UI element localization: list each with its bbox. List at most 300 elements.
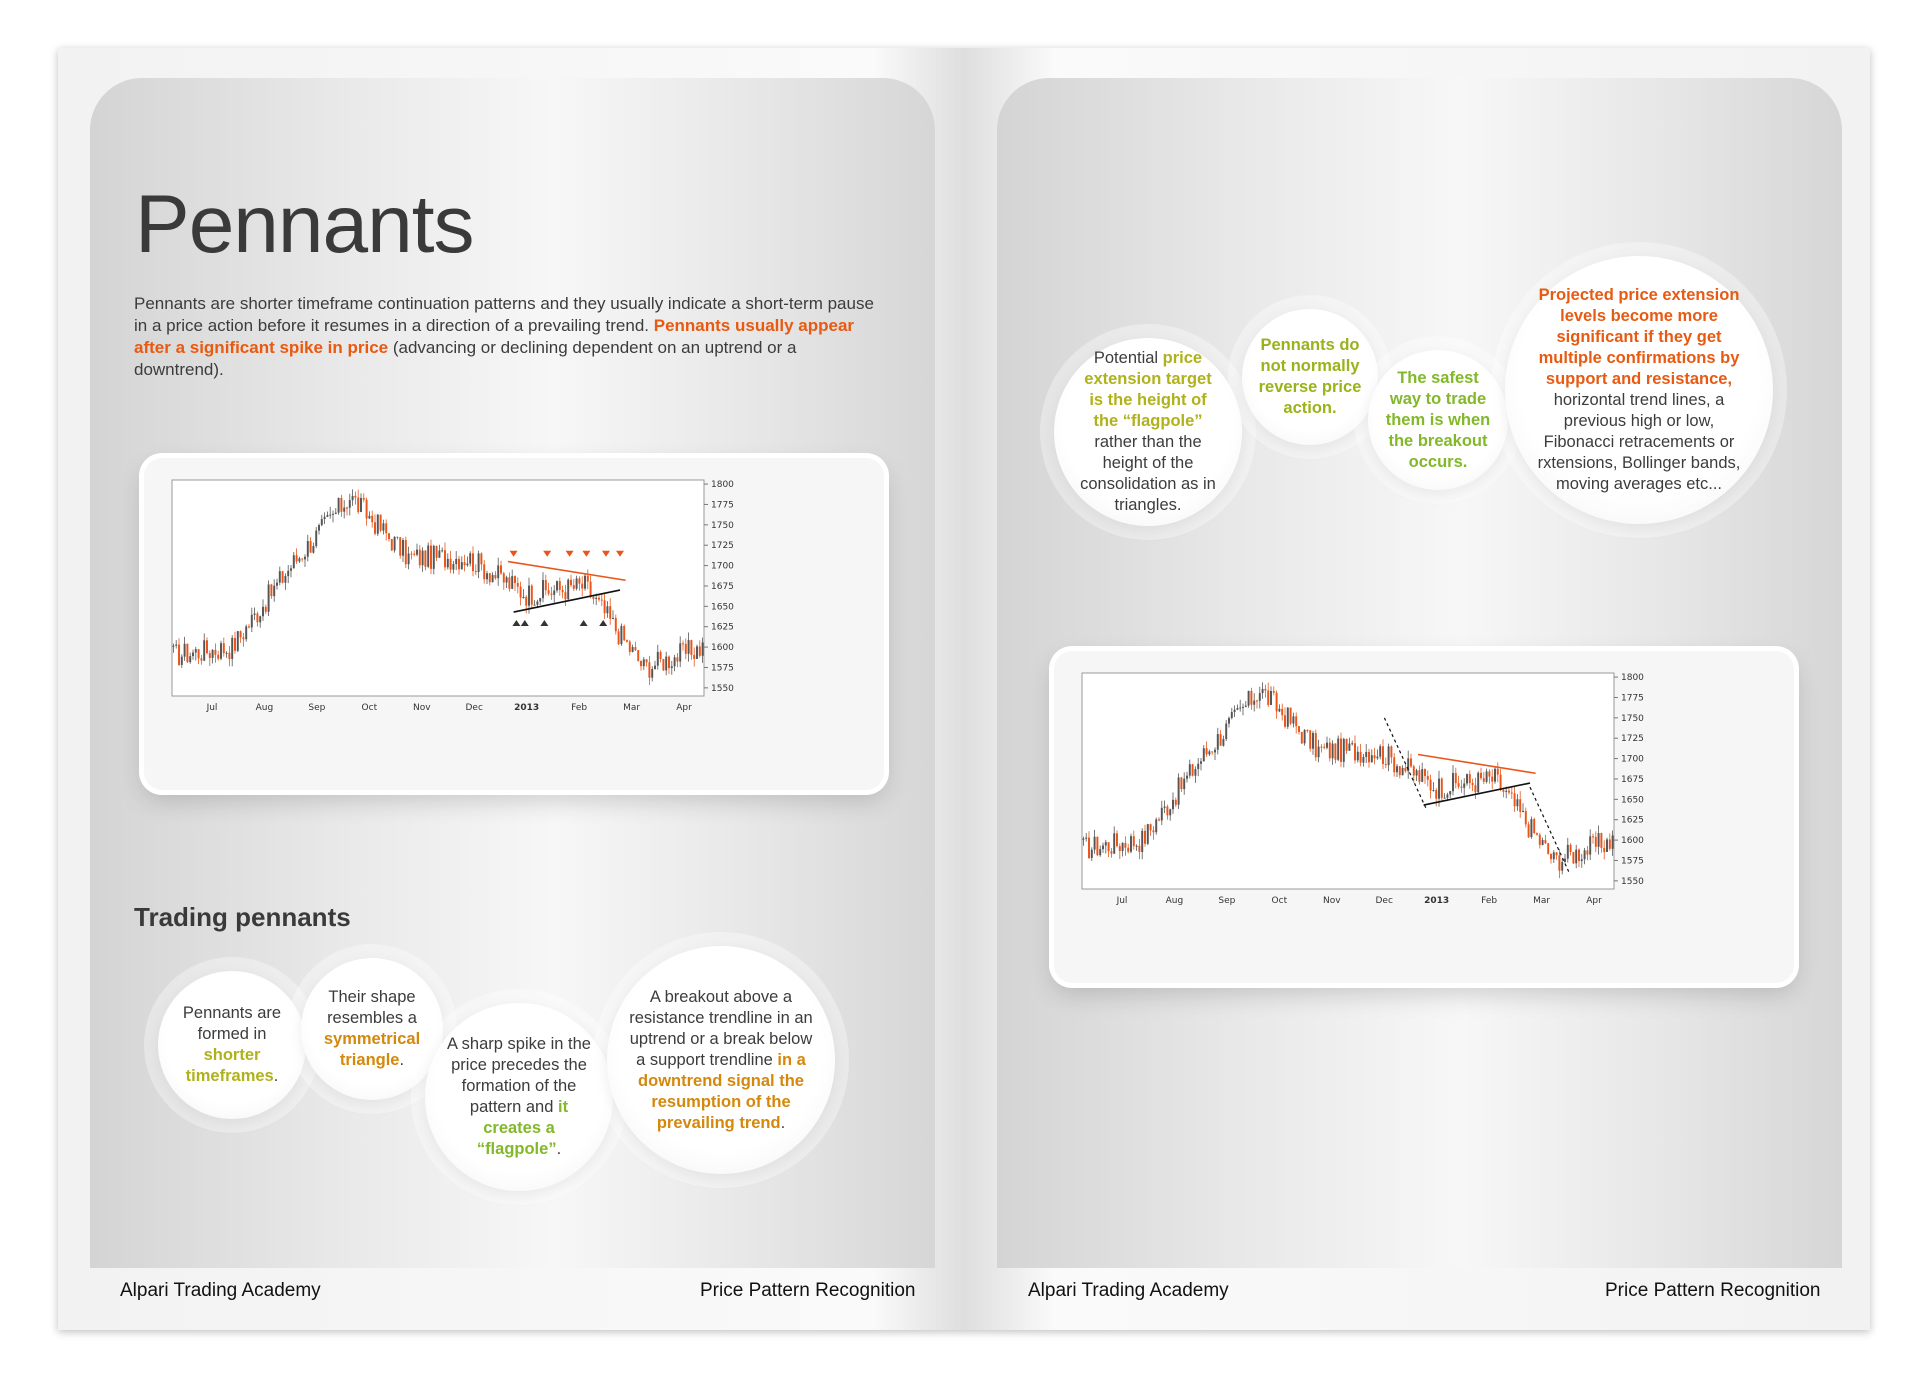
candle-body (1542, 840, 1544, 845)
candle-body (1320, 747, 1322, 748)
candle-body (192, 653, 194, 657)
candle-body (514, 576, 516, 583)
x-tick-label: Apr (1586, 896, 1602, 906)
candle-body (1105, 842, 1107, 845)
candle-body (1379, 746, 1381, 756)
candle-body (1477, 773, 1479, 792)
candle-body (226, 653, 228, 654)
candle-body (640, 661, 642, 666)
candle-body (1281, 709, 1283, 715)
candle-body (1284, 715, 1286, 727)
candle-body (1544, 840, 1546, 843)
x-tick-label: Mar (1533, 896, 1551, 906)
footer-right-topic: Price Pattern Recognition (1605, 1280, 1821, 1301)
candle-body (534, 605, 536, 606)
candle-body (464, 562, 466, 565)
x-tick-label: Sep (308, 703, 326, 713)
candle-body (1194, 769, 1196, 776)
y-tick-label: 1575 (1621, 856, 1644, 867)
candle-body (1581, 859, 1583, 861)
bubble-3-text: A sharp spike in the price precedes the formation of the pattern and it creates a “flagpole”. (446, 1035, 591, 1158)
candle-body (1348, 744, 1350, 751)
candle-body (1214, 750, 1216, 753)
candle-body (1306, 730, 1308, 731)
candle-body (1262, 689, 1264, 693)
candle-body (1558, 855, 1560, 870)
candle-body (1500, 775, 1502, 790)
candle-body (447, 559, 449, 568)
candle-body (377, 515, 379, 534)
candle-body (181, 657, 183, 665)
bubble-6-text: Pennants do not normally reverse price action. (1258, 336, 1362, 417)
candle-body (1119, 846, 1121, 851)
candle-body (598, 598, 600, 600)
candle-body (268, 584, 270, 611)
candle-body (1211, 751, 1213, 752)
candle-body (1404, 768, 1406, 771)
candle-body (1150, 824, 1152, 830)
candle-body (556, 581, 558, 590)
candle-body (312, 546, 314, 553)
candle-body (1122, 843, 1124, 851)
candle-body (405, 540, 407, 564)
candle-body (332, 514, 334, 515)
candle-body (380, 515, 382, 531)
candle-body (1183, 779, 1185, 789)
bubble-1-text: Pennants are formed in shorter timeframes. (182, 1004, 282, 1085)
candle-body (1592, 836, 1594, 837)
candle-body (315, 531, 317, 546)
candle-body (1138, 846, 1140, 852)
candle-body (1584, 850, 1586, 859)
candle-body (340, 498, 342, 512)
candle-body (1206, 748, 1208, 754)
candle-body (1494, 769, 1496, 782)
candle-body (296, 555, 298, 561)
candle-body (506, 577, 508, 582)
candle-body (1152, 830, 1154, 832)
candle-body (366, 500, 368, 519)
candle-body (1609, 839, 1611, 848)
candle-body (200, 658, 202, 660)
candle-body (1287, 708, 1289, 727)
candle-body (1528, 824, 1530, 837)
candle-body (1390, 746, 1392, 757)
footer-left-topic: Price Pattern Recognition (700, 1280, 916, 1301)
candle-body (674, 657, 676, 666)
candle-body (685, 644, 687, 654)
candle-body (1421, 769, 1423, 782)
candle-body (413, 554, 415, 555)
x-tick-label: Nov (1322, 896, 1341, 906)
y-tick-label: 1800 (1621, 673, 1644, 684)
candle-body (203, 640, 205, 660)
candle-body (629, 642, 631, 652)
candle-body (1253, 701, 1255, 705)
x-tick-label: Dec (465, 703, 483, 713)
candle-body (570, 580, 572, 585)
candle-body (293, 555, 295, 568)
candle-body (1323, 747, 1325, 748)
candle-body (1197, 764, 1199, 769)
y-tick-label: 1675 (711, 581, 734, 592)
candle-body (578, 578, 580, 583)
x-tick-label: Oct (361, 703, 378, 713)
pennant-chart-card-1 (144, 458, 884, 790)
candle-body (637, 650, 639, 661)
candle-body (483, 564, 485, 579)
candle-body (1222, 739, 1224, 746)
candle-body (1094, 837, 1096, 850)
candle-body (385, 523, 387, 533)
candle-body (559, 581, 561, 590)
y-tick-label: 1575 (711, 663, 734, 674)
candle-body (1220, 734, 1222, 746)
candle-body (1273, 691, 1275, 693)
intro-text-2: (advancing or declining dependent on an uptrend or a downtrend). (134, 338, 797, 379)
candle-body (248, 626, 250, 627)
candle-body (419, 550, 421, 566)
candle-body (511, 576, 513, 589)
candle-body (1606, 839, 1608, 852)
x-tick-label: Feb (571, 703, 588, 713)
candle-body (573, 585, 575, 589)
candle-body (1144, 831, 1146, 844)
candle-body (262, 607, 264, 616)
info-bubble-7 (1368, 350, 1508, 490)
candle-body (214, 650, 216, 655)
candle-body (592, 597, 594, 599)
candle-body (231, 638, 233, 659)
candle-body (1567, 845, 1569, 859)
candle-body (1427, 776, 1429, 780)
info-bubble-6 (1242, 309, 1378, 445)
candle-body (335, 513, 337, 514)
candle-body (472, 553, 474, 571)
candle-body (1452, 773, 1454, 791)
candle-body (1141, 831, 1143, 852)
candle-body (651, 669, 653, 678)
candle-body (1418, 770, 1420, 782)
candle-body (1178, 777, 1180, 804)
candle-body (1455, 773, 1457, 783)
candle-body (1256, 701, 1258, 702)
candle-body (279, 571, 281, 582)
candle-body (282, 571, 284, 583)
candle-body (175, 645, 177, 646)
candle-body (492, 575, 494, 582)
candle-body (430, 546, 432, 569)
candle-body (1430, 780, 1432, 791)
candle-body (1239, 708, 1241, 709)
candle-body (528, 586, 530, 606)
candle-body (307, 541, 309, 557)
candle-body (525, 597, 527, 606)
candle-body (486, 573, 488, 579)
candle-body (1301, 732, 1303, 743)
candle-body (1264, 689, 1266, 691)
candle-body (1158, 819, 1160, 820)
candle-body (1502, 790, 1504, 792)
candle-body (1278, 709, 1280, 712)
candle-body (548, 590, 550, 594)
candle-body (1374, 755, 1376, 758)
candle-body (458, 559, 460, 569)
candle-body (240, 631, 242, 637)
candle-body (223, 643, 225, 653)
candle-body (1446, 794, 1448, 797)
candle-body (304, 557, 306, 560)
x-tick-label: 2013 (1424, 896, 1450, 906)
candle-body (679, 643, 681, 661)
candle-body (416, 550, 418, 555)
candle-body (1292, 716, 1294, 723)
bubble-5-text: Potential price extension target is the height of the “flagpole” rather than the height of the consolidation as in triangles. (1080, 349, 1216, 514)
pennant-chart-2 (1054, 651, 1794, 983)
candle-body (497, 565, 499, 578)
intro-text-1: Pennants are shorter timeframe continuation patterns and they usually indicate a short-term pause in a price action before it resumes in a direction of a prevailing trend. (134, 294, 874, 335)
candle-body (251, 615, 253, 628)
candle-body (1164, 807, 1166, 808)
candle-body (1497, 769, 1499, 775)
candle-body (1242, 707, 1244, 708)
x-tick-label: 2013 (514, 703, 540, 713)
page-title: Pennants (135, 179, 474, 270)
candle-body (1259, 693, 1261, 701)
candle-body (198, 649, 200, 658)
footer-right-brand: Alpari Trading Academy (1028, 1280, 1229, 1301)
candle-body (1304, 730, 1306, 743)
candle-body (1113, 833, 1115, 853)
bubble-7-text: The safest way to trade them is when the breakout occurs. (1385, 368, 1491, 471)
candle-body (256, 614, 258, 623)
candle-body (1315, 733, 1317, 757)
candle-body (1556, 852, 1558, 855)
candle-body (1136, 846, 1138, 847)
candle-body (298, 558, 300, 561)
candle-body (1312, 733, 1314, 749)
candle-body (1228, 718, 1230, 724)
candle-body (1147, 824, 1149, 844)
y-tick-label: 1775 (1621, 693, 1644, 704)
candle-body (693, 655, 695, 659)
candle-body (1091, 850, 1093, 858)
x-tick-label: Aug (1165, 896, 1184, 906)
y-tick-label: 1725 (711, 541, 734, 552)
candle-body (1460, 787, 1462, 788)
candle-body (595, 598, 597, 599)
candle-body (503, 573, 505, 582)
candle-body (396, 537, 398, 538)
y-tick-label: 1750 (711, 520, 734, 531)
candle-body (371, 516, 373, 522)
candle-body (1133, 836, 1135, 846)
info-bubble-8 (1505, 256, 1773, 524)
candle-body (618, 631, 620, 644)
candle-body (1346, 739, 1348, 751)
candle-body (1435, 790, 1437, 799)
bubble-4-text: A breakout above a resistance trendline in an uptrend or a break below a support trendline in a downtrend signal the resumption of the prevailing trend. (629, 987, 813, 1132)
candle-body (450, 559, 452, 570)
candle-body (1231, 712, 1233, 718)
candle-body (1488, 771, 1490, 776)
candle-body (1525, 811, 1527, 824)
candle-body (189, 656, 191, 662)
candle-body (276, 583, 278, 586)
candle-body (1192, 764, 1194, 776)
candle-body (1463, 783, 1465, 787)
candle-body (702, 642, 704, 655)
y-tick-label: 1600 (1621, 836, 1644, 847)
candle-body (461, 562, 463, 569)
candle-body (665, 657, 667, 671)
x-tick-label: Sep (1218, 896, 1236, 906)
candle-body (1155, 819, 1157, 832)
candle-body (671, 666, 673, 668)
candle-body (668, 657, 670, 668)
candle-body (352, 496, 354, 500)
candle-body (1351, 743, 1353, 744)
y-tick-label: 1550 (1621, 876, 1644, 887)
candle-body (601, 600, 603, 601)
y-tick-label: 1700 (711, 561, 734, 572)
candle-body (1424, 769, 1426, 776)
candle-body (360, 498, 362, 512)
candle-body (441, 550, 443, 551)
candle-body (357, 498, 359, 512)
pennant-chart-card-2 (1054, 651, 1794, 983)
candle-body (623, 626, 625, 640)
candle-body (1413, 766, 1415, 775)
candle-body (1572, 852, 1574, 863)
candle-body (195, 649, 197, 652)
info-bubble-1 (158, 971, 306, 1119)
candle-body (1466, 774, 1468, 783)
candle-body (343, 508, 345, 512)
candle-body (1203, 748, 1205, 761)
x-tick-label: Jul (1116, 896, 1128, 906)
candle-body (1102, 846, 1104, 850)
candle-body (612, 618, 614, 619)
candle-body (553, 590, 555, 594)
candle-body (1371, 755, 1373, 762)
candle-body (444, 550, 446, 567)
candle-body (1438, 779, 1440, 799)
candle-body (615, 618, 617, 631)
candle-body (550, 594, 552, 595)
intro-highlight: Pennants usually appear after a significant spike in price (134, 316, 855, 357)
candle-body (1385, 764, 1387, 765)
candle-body (1186, 776, 1188, 779)
candle-body (1570, 845, 1572, 852)
candle-body (1088, 838, 1090, 858)
candle-body (324, 517, 326, 519)
candle-body (1200, 761, 1202, 763)
candle-body (1225, 724, 1227, 739)
candle-body (1085, 838, 1087, 839)
candle-body (604, 600, 606, 613)
y-tick-label: 1725 (1621, 734, 1644, 745)
x-tick-label: Feb (1481, 896, 1498, 906)
info-bubble-2 (301, 958, 443, 1100)
candle-body (290, 568, 292, 570)
candle-body (254, 614, 256, 615)
candle-body (452, 564, 454, 570)
candle-body (1589, 836, 1591, 854)
candle-body (284, 576, 286, 583)
candle-body (1360, 752, 1362, 763)
footer-left-brand: Alpari Trading Academy (120, 1280, 321, 1301)
candle-body (478, 553, 480, 572)
candle-body (682, 643, 684, 644)
candle-body (1189, 764, 1191, 775)
intro-paragraph (134, 293, 874, 381)
candle-body (1393, 757, 1395, 772)
candle-body (1564, 859, 1566, 862)
candle-body (690, 640, 692, 655)
candle-body (646, 659, 648, 662)
candle-body (1217, 734, 1219, 750)
candle-body (1124, 843, 1126, 848)
candle-body (1130, 836, 1132, 852)
candle-body (1516, 799, 1518, 806)
candle-body (433, 546, 435, 569)
candle-body (318, 525, 320, 531)
candle-body (455, 559, 457, 564)
candle-body (1522, 811, 1524, 812)
candle-body (494, 575, 496, 578)
candle-body (581, 584, 583, 589)
candle-body (329, 515, 331, 516)
candle-body (567, 580, 569, 599)
candle-body (1612, 835, 1614, 848)
candle-body (632, 647, 634, 652)
candle-body (1234, 710, 1236, 712)
candle-body (436, 546, 438, 558)
candle-body (1508, 791, 1510, 793)
candle-body (1399, 766, 1401, 775)
y-tick-label: 1800 (711, 480, 734, 491)
candle-body (648, 662, 650, 677)
candle-body (1309, 730, 1311, 748)
candle-body (1368, 752, 1370, 762)
candle-body (1444, 798, 1446, 799)
candle-body (422, 551, 424, 566)
candle-body (662, 659, 664, 670)
candle-body (242, 637, 244, 639)
candle-body (363, 498, 365, 500)
candle-body (1396, 766, 1398, 772)
candle-body (326, 515, 328, 517)
section-heading: Trading pennants (134, 902, 351, 932)
candle-body (1276, 693, 1278, 712)
candle-body (1298, 726, 1300, 732)
candle-body (374, 522, 376, 534)
candle-body (1270, 691, 1272, 705)
candle-body (1586, 850, 1588, 854)
plot-area (172, 480, 704, 696)
candle-body (466, 564, 468, 566)
y-tick-label: 1550 (711, 683, 734, 694)
x-tick-label: Jul (206, 703, 218, 713)
candle-body (1402, 768, 1404, 775)
candle-body (1575, 850, 1577, 864)
candle-body (542, 580, 544, 598)
candle-body (1169, 809, 1171, 815)
x-tick-label: Oct (1271, 896, 1288, 906)
candle-body (1469, 774, 1471, 783)
candle-body (184, 644, 186, 657)
